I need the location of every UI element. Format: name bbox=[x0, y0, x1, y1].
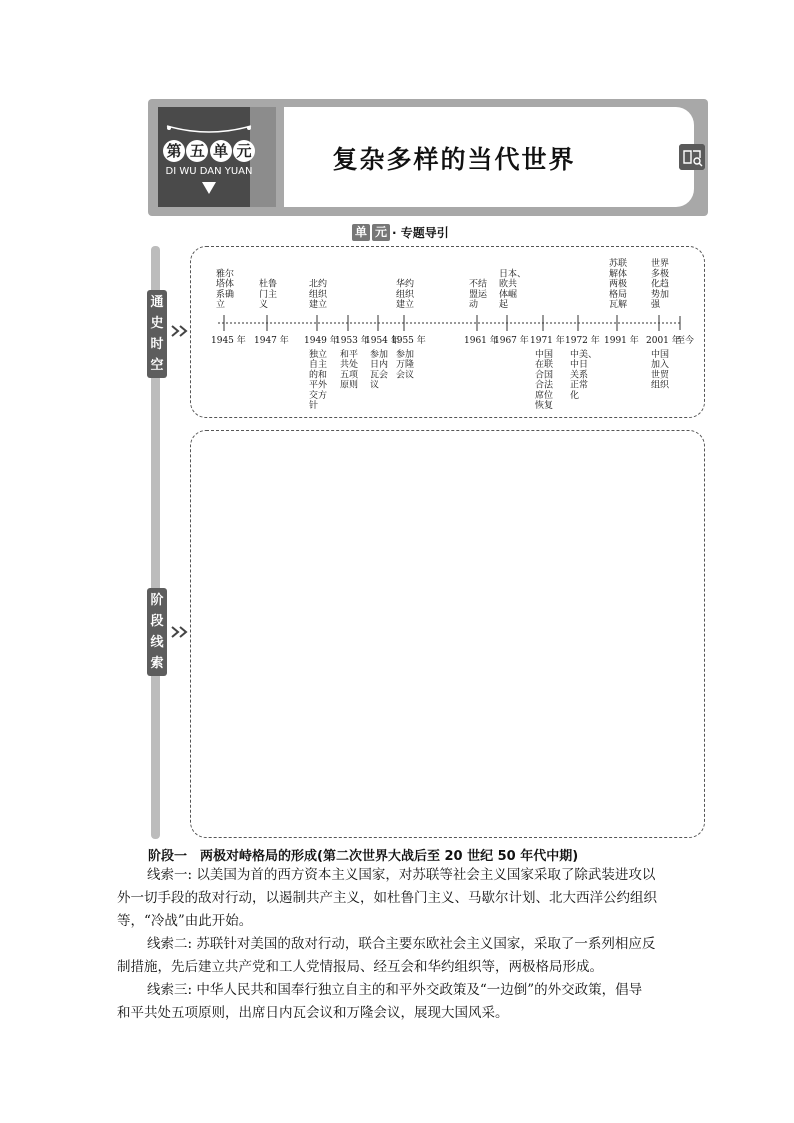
section-subtitle bbox=[352, 222, 449, 242]
timeline-event-below: 中美、 bbox=[570, 350, 598, 360]
timeline-event-below: 万隆 bbox=[396, 360, 415, 371]
timeline-event-above: 门主 bbox=[259, 289, 278, 300]
clue-paragraph bbox=[117, 933, 679, 979]
timeline-event-below: 合法 bbox=[535, 380, 554, 391]
timeline-event-above: 强 bbox=[651, 300, 661, 310]
stage-label bbox=[147, 588, 167, 676]
double-chevron-icon bbox=[170, 324, 190, 338]
timeline-event-above: 日本、 bbox=[499, 269, 527, 280]
timeline-event-below: 恢复 bbox=[535, 401, 554, 411]
timeline-event-below: 针 bbox=[309, 401, 319, 411]
timeline-event-above: 多极 bbox=[651, 269, 670, 280]
timeline-event-above: 建立 bbox=[396, 300, 415, 310]
label-char: 通 bbox=[150, 295, 164, 310]
timeline-event-below: 独立 bbox=[309, 350, 328, 360]
timeline-event-below: 自主 bbox=[309, 360, 328, 371]
timeline-event-below: 参加 bbox=[370, 350, 389, 360]
timeline-event-above: 势加 bbox=[651, 289, 670, 300]
clue-line: 线索三: 中华人民共和国奉行独立自主的和平外交政策及“一边倒”的外交政策，倡导 bbox=[147, 982, 643, 998]
timeline-event-below: 原则 bbox=[340, 380, 359, 391]
timeline-event-below: 关系 bbox=[570, 370, 589, 381]
timeline-event-above: 盟运 bbox=[469, 289, 488, 300]
timeline-event-below: 的和 bbox=[309, 370, 328, 381]
timeline bbox=[190, 246, 705, 418]
timeline-year: 1945 年 bbox=[211, 336, 246, 346]
label-char: 空 bbox=[150, 358, 164, 373]
timeline-event-below: 平外 bbox=[309, 380, 328, 391]
timeline-event-below: 合国 bbox=[535, 370, 554, 381]
clue-line: 外一切手段的敌对行动，以遏制共产主义，如杜鲁门主义、马歇尔计划、北大西洋公约组织 bbox=[117, 890, 657, 906]
timeline-event-below: 五项 bbox=[340, 370, 359, 381]
timeline-event-above: 系确 bbox=[216, 289, 235, 300]
unit-number-chars bbox=[163, 140, 255, 164]
timeline-event-above: 雅尔 bbox=[216, 269, 235, 280]
timeline-event-above: 义 bbox=[259, 300, 269, 310]
timeline-event-below: 和平 bbox=[340, 350, 359, 360]
clue-line: 线索二: 苏联针对美国的敌对行动，联合主要东欧社会主义国家，采取了一系列相应反 bbox=[147, 936, 656, 952]
label-char: 时 bbox=[150, 337, 164, 352]
timeline-event-below: 正常 bbox=[570, 380, 589, 391]
timeline-event-below: 中国 bbox=[651, 350, 670, 360]
stage-clues-box bbox=[190, 430, 705, 838]
timeline-event-above: 瓦解 bbox=[609, 300, 628, 310]
timeline-event-above: 不结 bbox=[469, 279, 488, 290]
timeline-year: 1953 年 bbox=[335, 336, 370, 346]
timeline-event-below: 共处 bbox=[340, 360, 359, 371]
unit-char: 元 bbox=[233, 140, 255, 162]
clue-line: 和平共处五项原则，出席日内瓦会议和万隆会议，展现大国风采。 bbox=[117, 1005, 509, 1021]
timeline-event-above: 世界 bbox=[651, 259, 670, 270]
timeline-label bbox=[147, 290, 167, 378]
timeline-year: 1967 年 bbox=[494, 336, 529, 346]
timeline-event-above: 组织 bbox=[309, 289, 328, 300]
timeline-event-below: 组织 bbox=[651, 380, 670, 391]
timeline-event-below: 瓦会 bbox=[370, 370, 389, 381]
label-char: 段 bbox=[150, 614, 164, 629]
timeline-year: 1954 年 bbox=[365, 336, 400, 346]
timeline-event-above: 欧共 bbox=[499, 279, 518, 290]
timeline-year: 1991 年 bbox=[604, 336, 639, 346]
timeline-event-below: 在联 bbox=[535, 360, 554, 371]
subtitle-box: 元 bbox=[372, 224, 390, 241]
timeline-event-above: 华约 bbox=[396, 279, 415, 290]
unit-char: 单 bbox=[210, 140, 232, 162]
clue-paragraph bbox=[117, 979, 679, 1025]
unit-pinyin: DI WU DAN YUAN bbox=[165, 166, 253, 177]
ribbon-decoration-icon bbox=[163, 122, 255, 142]
timeline-event-above: 苏联 bbox=[609, 259, 628, 270]
clue-line: 线索一: 以美国为首的西方资本主义国家，对苏联等社会主义国家采取了除武装进攻以 bbox=[147, 867, 656, 883]
timeline-event-below: 会议 bbox=[396, 370, 415, 381]
timeline-year: 1949 年 bbox=[304, 336, 339, 346]
timeline-event-above: 组织 bbox=[396, 289, 415, 300]
timeline-event-below: 日内 bbox=[370, 360, 389, 371]
down-triangle-icon bbox=[202, 182, 216, 194]
clue-paragraph bbox=[117, 864, 679, 933]
timeline-event-below: 世贸 bbox=[651, 370, 670, 381]
timeline-end-label: 至今 bbox=[676, 336, 695, 346]
phase-heading: 阶段一 两极对峙格局的形成(第二次世界大战后至 20 世纪 50 年代中期) bbox=[148, 849, 579, 864]
timeline-event-above: 北约 bbox=[309, 279, 328, 290]
timeline-event-above: 动 bbox=[469, 300, 479, 310]
timeline-event-above: 起 bbox=[499, 300, 509, 310]
clue-line: 等，“冷战”由此开始。 bbox=[117, 913, 253, 929]
unit-char: 第 bbox=[163, 140, 185, 162]
label-char: 阶 bbox=[150, 593, 164, 608]
subtitle-box: 单 bbox=[352, 224, 370, 241]
timeline-event-above: 塔体 bbox=[216, 279, 235, 290]
label-char: 线 bbox=[150, 635, 164, 650]
unit-char: 五 bbox=[186, 140, 208, 162]
timeline-year: 1961 年 bbox=[464, 336, 499, 346]
timeline-event-below: 中日 bbox=[570, 360, 589, 371]
timeline-event-above: 体崛 bbox=[499, 289, 518, 300]
timeline-event-below: 交方 bbox=[309, 390, 328, 401]
timeline-event-below: 席位 bbox=[535, 390, 554, 401]
timeline-event-above: 两极 bbox=[609, 279, 628, 290]
timeline-year: 1947 年 bbox=[254, 336, 289, 346]
label-char: 索 bbox=[150, 656, 164, 671]
timeline-year: 1972 年 bbox=[565, 336, 600, 346]
timeline-year: 1955 年 bbox=[391, 336, 426, 346]
book-search-icon bbox=[679, 144, 705, 170]
unit-title: 复杂多样的当代世界 bbox=[332, 145, 576, 174]
timeline-event-above: 化趋 bbox=[651, 279, 670, 290]
timeline-event-below: 化 bbox=[570, 390, 580, 401]
double-chevron-icon bbox=[170, 625, 190, 639]
label-char: 史 bbox=[150, 316, 164, 331]
timeline-event-above: 杜鲁 bbox=[259, 279, 278, 290]
timeline-event-below: 议 bbox=[370, 380, 380, 391]
clue-line: 制措施，先后建立共产党和工人党情报局、经互会和华约组织等，两极格局形成。 bbox=[117, 959, 603, 975]
timeline-event-below: 加入 bbox=[651, 360, 670, 371]
timeline-event-above: 建立 bbox=[309, 300, 328, 310]
timeline-event-below: 参加 bbox=[396, 350, 415, 360]
timeline-event-above: 解体 bbox=[609, 269, 628, 280]
timeline-year: 2001 年 bbox=[646, 336, 681, 346]
timeline-event-above: 格局 bbox=[609, 289, 628, 300]
timeline-year: 1971 年 bbox=[530, 336, 565, 346]
timeline-event-below: 中国 bbox=[535, 350, 554, 360]
timeline-event-above: 立 bbox=[216, 300, 226, 310]
subtitle-text: · 专题导引 bbox=[392, 225, 449, 240]
